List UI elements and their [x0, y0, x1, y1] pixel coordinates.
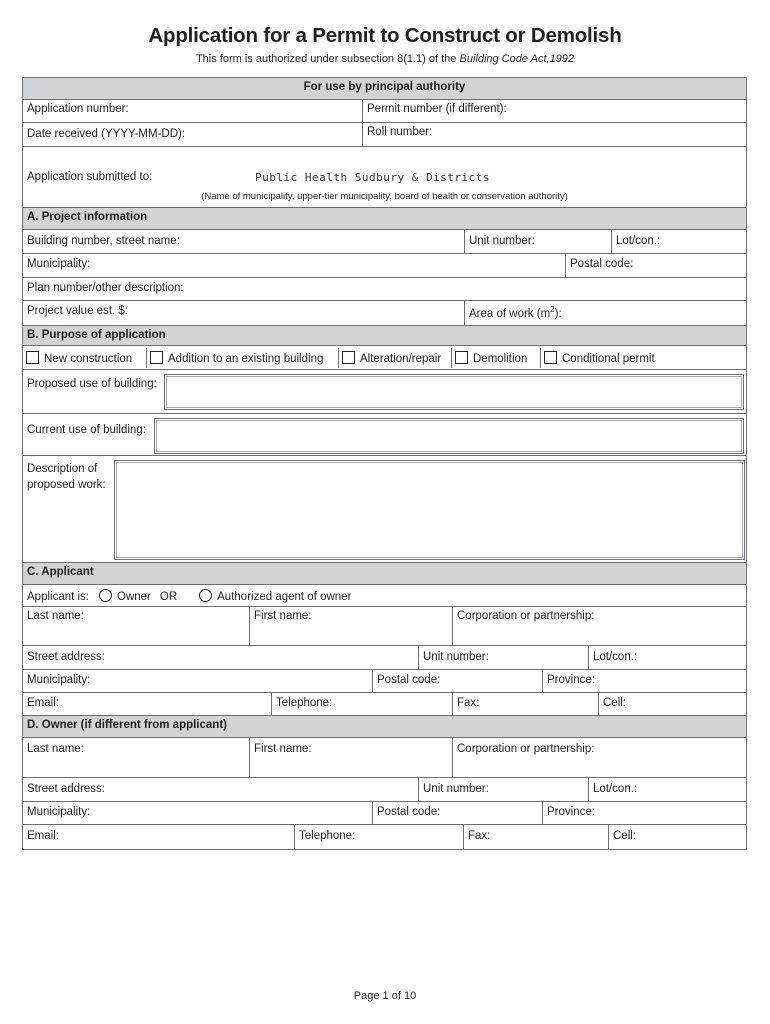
section-c-heading: C. Applicant — [23, 563, 746, 584]
owner-corporation-label: Corporation or partnership: — [457, 743, 595, 755]
applicant-lot-con-field[interactable] — [589, 646, 746, 669]
applicant-email-label: Email: — [27, 697, 59, 709]
submitted-to-value[interactable]: Public Health Sudbury & Districts — [255, 171, 491, 184]
current-use-input[interactable] — [154, 418, 744, 454]
applicant-street-field[interactable] — [23, 646, 419, 669]
submitted-to-label: Application submitted to: — [27, 171, 153, 183]
project-lot-con-label: Lot/con.: — [616, 235, 661, 247]
applicant-fax-label: Fax: — [457, 697, 480, 709]
or-label: OR — [159, 590, 178, 603]
authority-heading: For use by principal authority — [23, 78, 746, 99]
applicant-fax-field[interactable] — [453, 693, 599, 715]
checkbox-demolition[interactable] — [455, 351, 468, 364]
applicant-postal-code-label: Postal code: — [377, 674, 441, 686]
project-postal-code-label: Postal code: — [570, 258, 634, 270]
purpose-demolition[interactable] — [452, 348, 541, 368]
owner-first-name-field[interactable] — [250, 738, 453, 777]
section-d-heading: D. Owner (if different from applicant) — [23, 716, 746, 737]
form-title: Application for a Permit to Construct or Demolish — [148, 24, 622, 47]
project-value-field[interactable] — [23, 301, 465, 325]
description-label — [27, 462, 106, 493]
area-of-work-field[interactable] — [465, 301, 746, 325]
owner-province-label: Province: — [547, 806, 595, 818]
applicant-last-name-field[interactable] — [23, 607, 250, 645]
owner-province-field[interactable] — [543, 802, 746, 824]
date-received-label: Date received (YYYY-MM-DD): — [27, 128, 186, 140]
subtitle-act: Building Code Act,1992 — [459, 53, 575, 65]
plan-number-label: Plan number/other description: — [27, 282, 184, 294]
applicant-unit-number-label: Unit number: — [423, 651, 489, 663]
owner-unit-number-label: Unit number: — [423, 783, 489, 795]
owner-label: Owner — [117, 590, 151, 603]
owner-postal-code-field[interactable] — [373, 802, 543, 824]
radio-agent[interactable] — [199, 589, 212, 602]
applicant-municipality-label: Municipality: — [27, 674, 91, 686]
project-value-label: Project value est. $: — [27, 305, 128, 317]
owner-last-name-field[interactable] — [23, 738, 250, 777]
applicant-lot-con-label: Lot/con.: — [593, 651, 638, 663]
owner-municipality-label: Municipality: — [27, 806, 91, 818]
owner-lot-con-field[interactable] — [589, 778, 746, 801]
proposed-use-input[interactable] — [164, 374, 744, 410]
area-of-work-label: Area of work (m — [469, 307, 551, 320]
description-input[interactable] — [114, 460, 745, 560]
building-street-label: Building number, street name: — [27, 235, 180, 247]
description-label-line1: Description of — [27, 463, 98, 475]
owner-telephone-field[interactable] — [295, 825, 464, 849]
owner-street-label: Street address: — [27, 783, 105, 795]
applicant-email-field[interactable] — [23, 693, 272, 715]
form-subtitle — [0, 53, 770, 65]
applicant-last-name-label: Last name: — [27, 610, 84, 622]
applicant-cell-field[interactable] — [599, 693, 746, 715]
owner-postal-code-label: Postal code: — [377, 806, 441, 818]
page-number: Page 1 of 10 — [353, 990, 417, 1002]
applicant-first-name-label: First name: — [254, 610, 312, 622]
applicant-first-name-field[interactable] — [250, 607, 453, 645]
checkbox-addition[interactable] — [150, 351, 163, 364]
project-unit-number-field[interactable] — [465, 230, 612, 253]
subtitle-text: This form is authorized under subsection 8(1.1) of the — [195, 53, 460, 65]
owner-unit-number-field[interactable] — [419, 778, 589, 801]
application-number-field[interactable] — [23, 100, 363, 122]
purpose-conditional-permit-label: Conditional permit — [562, 352, 655, 365]
owner-cell-label: Cell: — [613, 830, 637, 842]
applicant-province-field[interactable] — [543, 670, 746, 692]
owner-corporation-field[interactable] — [453, 738, 746, 777]
owner-fax-field[interactable] — [464, 825, 609, 849]
purpose-new-construction-label: New construction — [44, 352, 133, 365]
submitted-to-note: (Name of municipality, upper-tier municipality, board of health or conservation authority) — [201, 191, 568, 202]
area-suffix: ): — [554, 307, 562, 320]
applicant-province-label: Province: — [547, 674, 595, 686]
purpose-addition[interactable] — [147, 348, 339, 368]
applicant-unit-number-field[interactable] — [419, 646, 589, 669]
purpose-conditional-permit[interactable] — [541, 348, 746, 368]
owner-lot-con-label: Lot/con.: — [593, 783, 638, 795]
owner-first-name-label: First name: — [254, 743, 312, 755]
purpose-demolition-label: Demolition — [473, 352, 528, 365]
owner-cell-field[interactable] — [609, 825, 746, 849]
purpose-alteration[interactable] — [339, 348, 452, 368]
permit-number-label: Permit number (if different): — [367, 103, 507, 115]
applicant-street-label: Street address: — [27, 651, 105, 663]
area-superscript: 2 — [550, 305, 555, 314]
project-municipality-label: Municipality: — [27, 258, 91, 270]
applicant-corporation-field[interactable] — [453, 607, 746, 645]
applicant-type-row — [23, 586, 746, 606]
purpose-new-construction[interactable] — [23, 348, 147, 368]
plan-number-field[interactable] — [23, 278, 746, 300]
project-municipality-field[interactable] — [23, 254, 566, 277]
roll-number-label: Roll number: — [367, 126, 433, 138]
project-unit-number-label: Unit number: — [469, 235, 535, 247]
purpose-addition-label: Addition to an existing building — [168, 352, 324, 365]
section-a-heading: A. Project information — [23, 208, 746, 229]
agent-label: Authorized agent of owner — [217, 590, 352, 603]
project-lot-con-field[interactable] — [612, 230, 746, 253]
checkbox-conditional-permit[interactable] — [544, 351, 557, 364]
owner-last-name-label: Last name: — [27, 743, 84, 755]
application-number-label: Application number: — [27, 103, 129, 115]
applicant-telephone-field[interactable] — [272, 693, 453, 715]
owner-email-field[interactable] — [23, 825, 295, 849]
project-postal-code-field[interactable] — [566, 254, 746, 277]
proposed-use-label: Proposed use of building: — [27, 378, 157, 390]
date-received-field[interactable] — [23, 123, 363, 146]
checkbox-alteration[interactable] — [342, 351, 355, 364]
applicant-postal-code-field[interactable] — [373, 670, 543, 692]
checkbox-new-construction[interactable] — [26, 351, 39, 364]
permit-number-field[interactable] — [363, 100, 746, 122]
building-street-field[interactable] — [23, 230, 465, 253]
applicant-corporation-label: Corporation or partnership: — [457, 610, 595, 622]
permit-form — [22, 77, 747, 850]
owner-municipality-field[interactable] — [23, 802, 373, 824]
radio-owner[interactable] — [99, 589, 112, 602]
current-use-label: Current use of building: — [27, 424, 146, 436]
roll-number-field[interactable] — [363, 123, 746, 146]
description-label-line2: proposed work: — [27, 478, 106, 491]
applicant-cell-label: Cell: — [603, 697, 627, 709]
purpose-alteration-label: Alteration/repair — [360, 352, 442, 365]
applicant-is-label: Applicant is: — [27, 590, 90, 603]
owner-telephone-label: Telephone: — [299, 830, 356, 842]
applicant-telephone-label: Telephone: — [276, 697, 333, 709]
section-b-heading: B. Purpose of application — [23, 326, 746, 345]
owner-street-field[interactable] — [23, 778, 419, 801]
applicant-municipality-field[interactable] — [23, 670, 373, 692]
owner-fax-label: Fax: — [468, 830, 491, 842]
owner-email-label: Email: — [27, 830, 59, 842]
